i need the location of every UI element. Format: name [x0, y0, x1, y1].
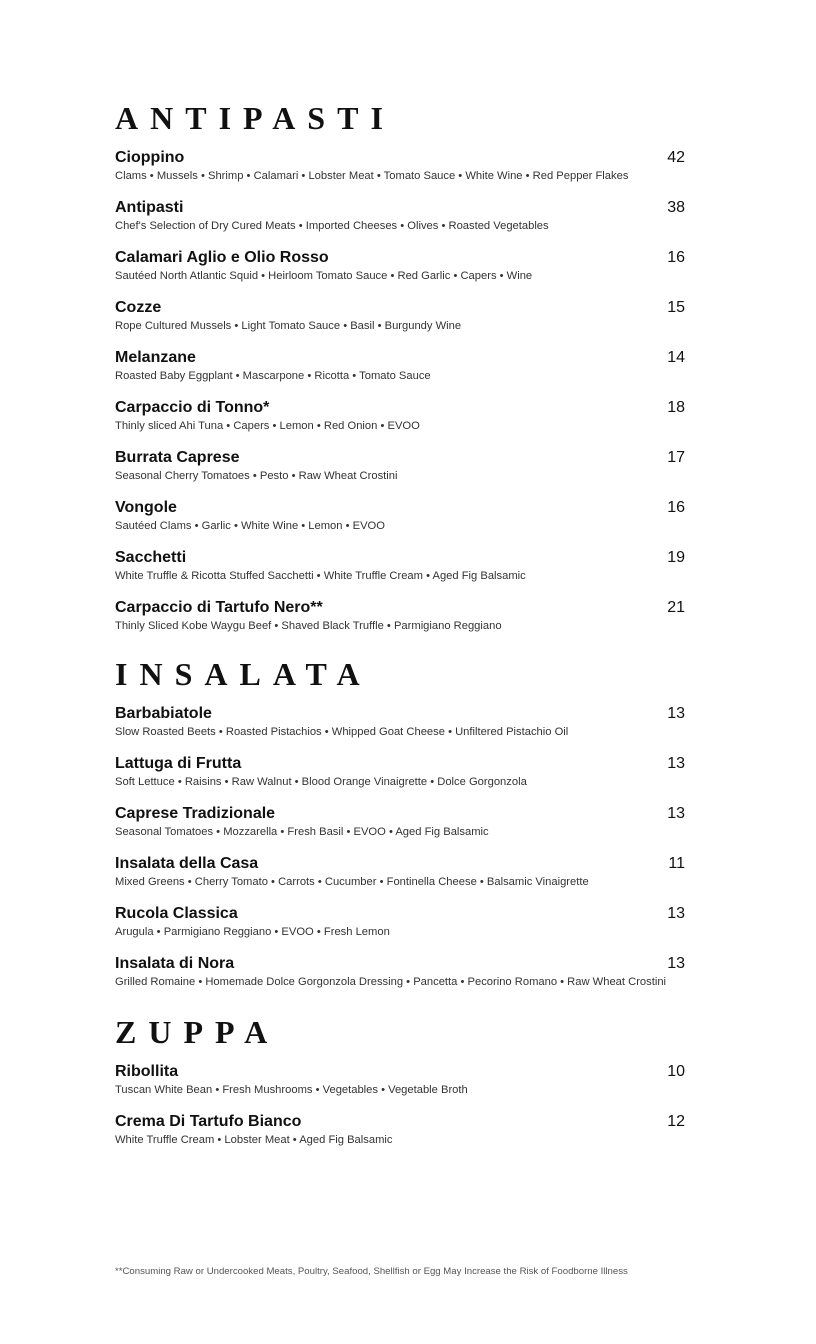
- section-title: ANTIPASTI: [115, 100, 395, 136]
- item-name: Melanzane: [115, 349, 196, 366]
- menu-item: [115, 704, 695, 754]
- footnote: **Consuming Raw or Undercooked Meats, Poultry, Seafood, Shellfish or Egg May Increase the Risk of Foodborne Illness: [115, 1266, 628, 1277]
- item-price: 12: [667, 1113, 685, 1130]
- item-description: Soft Lettuce • Raisins • Raw Walnut • Blood Orange Vinaigrette • Dolce Gorgonzola: [115, 776, 527, 788]
- menu-item: [115, 954, 695, 1004]
- menu-item: [115, 448, 695, 498]
- item-price: 38: [667, 199, 685, 216]
- item-price: 13: [667, 805, 685, 822]
- item-description: Seasonal Tomatoes • Mozzarella • Fresh Basil • EVOO • Aged Fig Balsamic: [115, 826, 489, 838]
- item-name: Insalata di Nora: [115, 955, 235, 972]
- item-name: Sacchetti: [115, 549, 187, 566]
- menu-item: [115, 598, 695, 648]
- menu-item: [115, 804, 695, 854]
- menu-item: [115, 248, 695, 298]
- item-description: Grilled Romaine • Homemade Dolce Gorgonzola Dressing • Pancetta • Pecorino Romano • Raw Wheat Crostini: [115, 976, 667, 988]
- item-price: 14: [667, 349, 685, 366]
- item-price: 13: [667, 905, 685, 922]
- menu-item: [115, 348, 695, 398]
- item-name: Vongole: [115, 499, 177, 516]
- menu-item: [115, 1112, 695, 1162]
- item-name: Barbabiatole: [115, 705, 212, 722]
- item-name: Insalata della Casa: [115, 855, 259, 872]
- item-price: 11: [668, 855, 685, 872]
- item-description: Slow Roasted Beets • Roasted Pistachios • Whipped Goat Cheese • Unfiltered Pistachio Oil: [115, 726, 569, 738]
- item-description: Chef's Selection of Dry Cured Meats • Imported Cheeses • Olives • Roasted Vegetables: [115, 220, 549, 232]
- item-description: Roasted Baby Eggplant • Mascarpone • Ricotta • Tomato Sauce: [115, 370, 431, 382]
- item-price: 16: [667, 249, 685, 266]
- item-description: Sautéed North Atlantic Squid • Heirloom Tomato Sauce • Red Garlic • Capers • Wine: [115, 270, 533, 282]
- menu-item: [115, 548, 695, 598]
- item-name: Antipasti: [115, 199, 184, 216]
- item-name: Crema Di Tartufo Bianco: [115, 1113, 302, 1130]
- item-price: 13: [667, 755, 685, 772]
- item-price: 17: [667, 449, 685, 466]
- item-price: 42: [667, 149, 685, 166]
- menu-item: [115, 148, 695, 198]
- item-name: Lattuga di Frutta: [115, 755, 242, 772]
- item-name: Calamari Aglio e Olio Rosso: [115, 249, 329, 266]
- item-name: Rucola Classica: [115, 905, 238, 922]
- item-name: Carpaccio di Tartufo Nero**: [115, 599, 323, 616]
- section-insalata: [115, 656, 695, 1004]
- item-description: Thinly Sliced Kobe Waygu Beef • Shaved Black Truffle • Parmigiano Reggiano: [115, 620, 502, 632]
- item-price: 18: [667, 399, 685, 416]
- menu-item: [115, 1062, 695, 1112]
- item-name: Ribollita: [115, 1063, 179, 1080]
- item-price: 10: [667, 1063, 685, 1080]
- item-name: Cozze: [115, 299, 162, 316]
- item-name: Caprese Tradizionale: [115, 805, 276, 822]
- item-price: 13: [667, 705, 685, 722]
- item-description: Mixed Greens • Cherry Tomato • Carrots • Cucumber • Fontinella Cheese • Balsamic Vinaigrette: [115, 876, 589, 888]
- item-description: Arugula • Parmigiano Reggiano • EVOO • Fresh Lemon: [115, 926, 390, 938]
- menu-page: [115, 0, 695, 1344]
- item-price: 19: [667, 549, 685, 566]
- menu-item: [115, 854, 695, 904]
- menu-item: [115, 904, 695, 954]
- item-name: Burrata Caprese: [115, 449, 240, 466]
- menu-item: [115, 754, 695, 804]
- item-name: Carpaccio di Tonno*: [115, 399, 270, 416]
- item-price: 21: [667, 599, 685, 616]
- item-price: 13: [667, 955, 685, 972]
- item-price: 15: [667, 299, 685, 316]
- menu-item: [115, 198, 695, 248]
- item-description: White Truffle & Ricotta Stuffed Sacchetti • White Truffle Cream • Aged Fig Balsamic: [115, 570, 526, 582]
- item-description: Clams • Mussels • Shrimp • Calamari • Lobster Meat • Tomato Sauce • White Wine • Red Pepper Flakes: [115, 170, 629, 182]
- item-description: White Truffle Cream • Lobster Meat • Aged Fig Balsamic: [115, 1134, 393, 1146]
- item-description: Sautéed Clams • Garlic • White Wine • Lemon • EVOO: [115, 520, 385, 532]
- section-title: ZUPPA: [115, 1014, 280, 1050]
- section-title: INSALATA: [115, 656, 372, 692]
- item-description: Seasonal Cherry Tomatoes • Pesto • Raw Wheat Crostini: [115, 470, 398, 482]
- menu-item: [115, 498, 695, 548]
- item-name: Cioppino: [115, 149, 185, 166]
- item-price: 16: [667, 499, 685, 516]
- section-zuppa: [115, 1014, 695, 1162]
- menu-item: [115, 298, 695, 348]
- item-description: Rope Cultured Mussels • Light Tomato Sauce • Basil • Burgundy Wine: [115, 320, 462, 332]
- section-antipasti: [115, 100, 695, 648]
- item-description: Tuscan White Bean • Fresh Mushrooms • Vegetables • Vegetable Broth: [115, 1084, 468, 1096]
- menu-item: [115, 398, 695, 448]
- item-description: Thinly sliced Ahi Tuna • Capers • Lemon • Red Onion • EVOO: [115, 420, 420, 432]
